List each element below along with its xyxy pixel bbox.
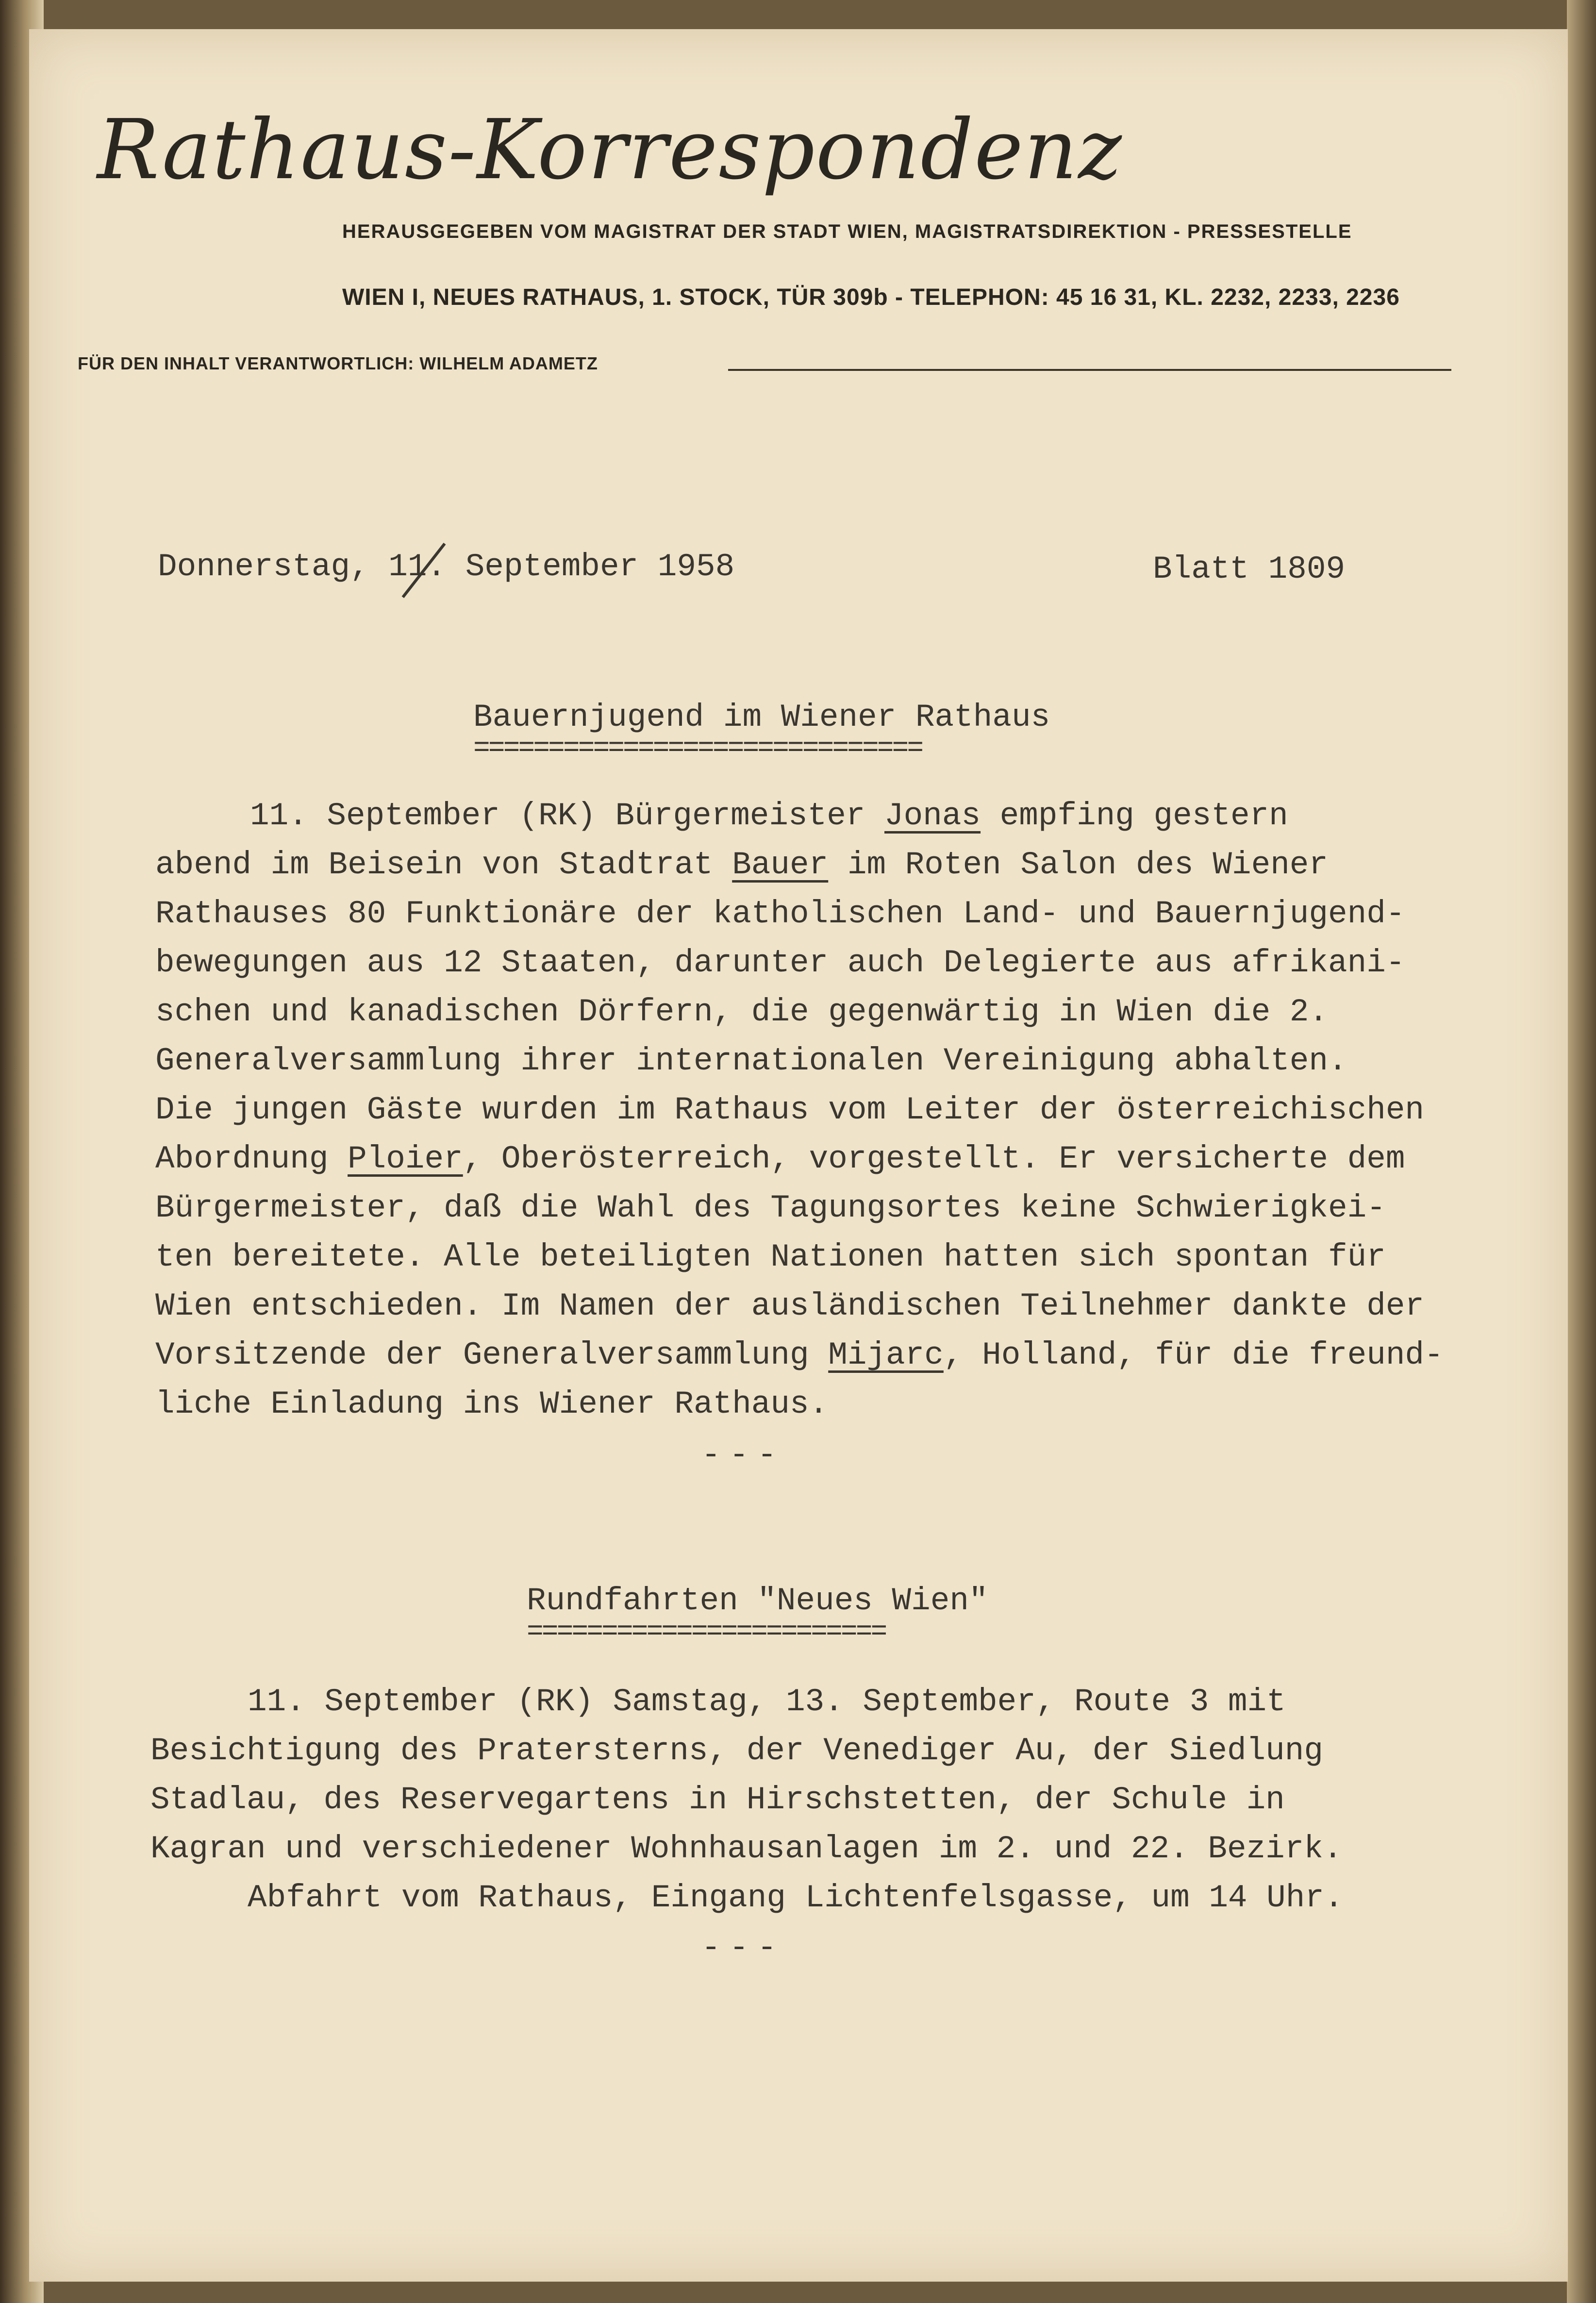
article1-line: liche Einladung ins Wiener Rathaus. [155,1386,829,1422]
page-edge [1567,0,1596,2303]
article1-separator: --- [701,1437,785,1473]
article2-body [150,1677,1344,1922]
article1-title-underline: ============================== [473,733,922,765]
name-underlined: Bauer [732,847,829,883]
name-underlined: Ploier [348,1141,463,1177]
article2-line: Kagran und verschiedener Wohnhausanlagen im 2. und 22. Bezirk. [150,1831,1343,1867]
article2-line: Besichtigung des Pratersterns, der Venediger Au, der Siedlung [150,1733,1323,1769]
article1-line: Rathauses 80 Funktionäre der katholischen Land- und Bauernjugend- [155,896,1405,932]
article1-body [155,791,1444,1429]
article1-line: 11. September (RK) Bürgermeister Jonas empfing gestern [250,798,1288,834]
sheet-number: Blatt 1809 [1153,551,1346,587]
article1-line: Die jungen Gäste wurden im Rathaus vom Leiter der österreichischen [155,1092,1425,1128]
article1-line: schen und kanadischen Dörfern, die gegenwärtig in Wien die 2. [155,994,1328,1030]
article2-separator: --- [701,1930,785,1966]
header-rule [728,369,1451,371]
article2-line: Stadlau, des Reservegartens in Hirschstetten, der Schule in [150,1782,1285,1818]
article1-line: Vorsitzende der Generalversammlung Mijarc, Holland, für die freund- [155,1337,1444,1373]
article2-line: 11. September (RK) Samstag, 13. September, Route 3 mit [248,1684,1286,1720]
article2-title: Rundfahrten "Neues Wien" [527,1583,988,1619]
article1-title: Bauernjugend im Wiener Rathaus [473,699,1050,735]
address-line: WIEN I, NEUES RATHAUS, 1. STOCK, TÜR 309b - TELEPHON: 45 16 31, KL. 2232, 2233, 2236 [342,284,1400,310]
article1-line: bewegungen aus 12 Staaten, darunter auch Delegierte aus afrikani- [155,945,1405,981]
date-line: Donnerstag, 11. September 1958 [158,549,735,585]
publisher-line: HERAUSGEGEBEN VOM MAGISTRAT DER STADT WIEN, MAGISTRATSDIREKTION - PRESSESTELLE [342,221,1352,242]
article1-line: abend im Beisein von Stadtrat Bauer im Roten Salon des Wiener [155,847,1329,883]
responsible-line: FÜR DEN INHALT VERANTWORTLICH: WILHELM ADAMETZ [78,353,598,373]
article2-line: Abfahrt vom Rathaus, Eingang Lichtenfelsgasse, um 14 Uhr. [248,1880,1344,1916]
name-underlined: Jonas [884,798,981,834]
article1-line: Wien entschieden. Im Namen der ausländischen Teilnehmer dankte der [155,1288,1425,1324]
article1-line: Abordnung Ploier, Oberösterreich, vorgestellt. Er versicherte dem [155,1141,1405,1177]
name-underlined: Mijarc [828,1337,944,1373]
masthead-title: Rathaus-Korrespondenz [97,102,1123,198]
article1-line: Generalversammlung ihrer internationalen Vereinigung abhalten. [155,1043,1347,1079]
article1-line: ten bereitete. Alle beteiligten Nationen hatten sich spontan für [155,1239,1386,1275]
article2-title-underline: ======================== [527,1617,886,1648]
article1-line: Bürgermeister, daß die Wahl des Tagungsortes keine Schwierigkei- [155,1190,1386,1226]
